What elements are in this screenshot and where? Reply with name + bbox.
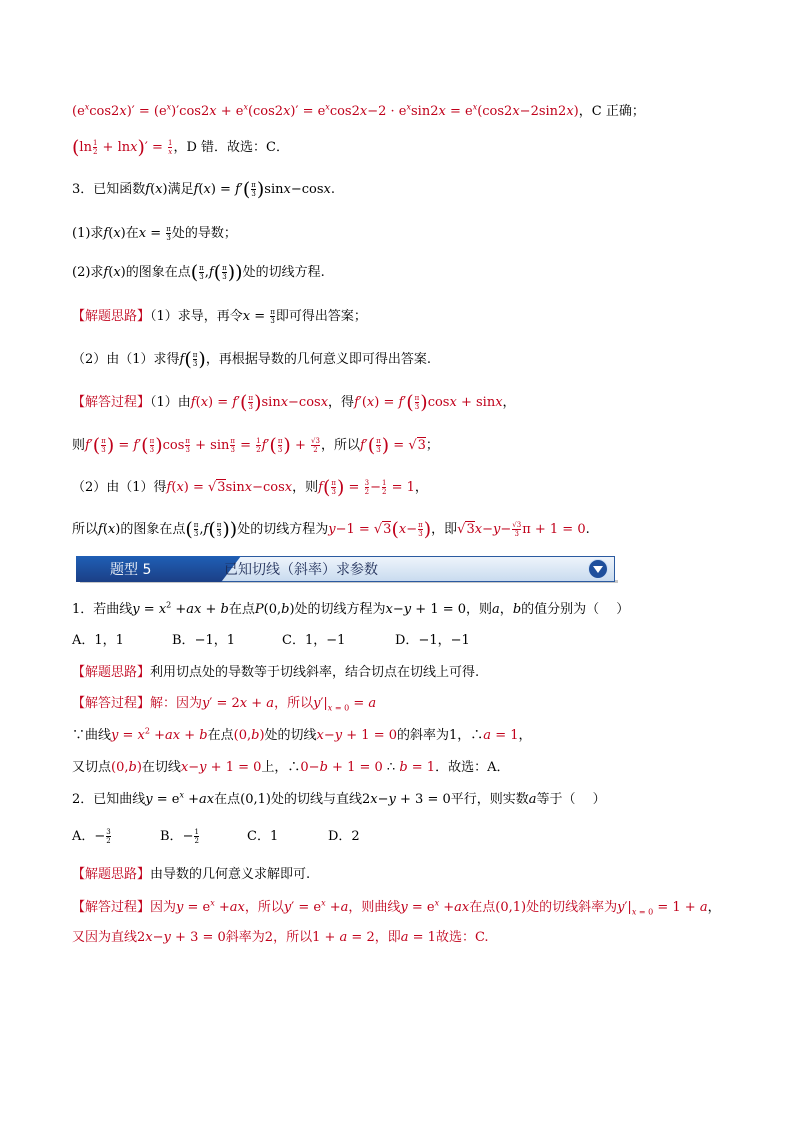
banner-type-label: 题型 5 <box>110 562 152 578</box>
question-3-stem: 3．已知函数f(x)满足f(x) = f′( $\frac{\pi}{3}$ )sinx−cosx. <box>72 178 335 201</box>
q3-solution-3: （2）由（1）得f(x) = √3sinx−cosx，则f( $\frac{\pi}{3}$ ) = $\frac{3}{2}$ − $\frac{1}{2}$ = 1， <box>72 476 428 499</box>
question-3-part1: (1)求f(x)在x = $\frac{\pi}{3}$ 处的导数； <box>72 225 237 242</box>
p1-option-a[interactable]: A．1，1 <box>72 633 124 648</box>
section-banner <box>76 556 614 582</box>
p2-think: 【解题思路】由导数的几何意义求解即可. <box>72 867 311 882</box>
p1-solution-2: ∵曲线$y = x^2 +ax + b$在点(0,b)处的切线x−y + 1 = 0的斜率为1，∴a = 1， <box>72 726 532 743</box>
p1-option-d[interactable]: D．−1，−1 <box>395 633 470 648</box>
p2-option-a[interactable]: A．− $\frac{3}{2}$ <box>72 828 111 845</box>
line-product-rule: $(e^x\cos 2x)' = (e^x)'\cos 2x + e^x(\cos 2x)' = e^x\cos 2x-2 \cdot e^x\sin 2x = e^x(\cos 2x-2\sin 2x)$，C 正确； <box>72 102 645 119</box>
p1-solution-3: 又切点(0,b)在切线x−y + 1 = 0上，∴0−b + 1 = 0 ∴ b = 1．故选：A． <box>72 760 510 775</box>
p1-stem: 1．若曲线$y = x^2 +ax + b$在点P(0,b)处的切线方程为x−y + 1 = 0，则a，b的值分别为（ ） <box>72 600 630 617</box>
banner-type-tab <box>76 556 241 582</box>
line-ln-derivative: (ln $\frac{1}{2}$ + lnx)′ = $\frac{1}{x}$ ，D 错．故选：C． <box>72 136 289 159</box>
p2-option-c[interactable]: C．1 <box>247 829 279 844</box>
p1-option-c[interactable]: C．1，−1 <box>282 633 346 648</box>
q3-think-1: 【解题思路】（1）求导，再令x = $\frac{\pi}{3}$ 即可得出答案； <box>72 308 367 325</box>
question-3-part2: (2)求f(x)的图象在点( $\frac{\pi}{3}$ ,f( $\frac{\pi}{3}$ ))处的切线方程. <box>72 261 325 284</box>
p2-stem: 2．已知曲线$y = e^x +ax$在点(0,1)处的切线与直线2x−y + 3 = 0平行，则实数a等于（ ） <box>72 790 606 807</box>
p1-option-b[interactable]: B．−1，1 <box>172 633 235 648</box>
p2-options <box>72 827 360 847</box>
q3-solution-4: 所以f(x)的图象在点( $\frac{\pi}{3}$ ,f( $\frac{\pi}{3}$ ))处的切线方程为y−1 = √3(x− $\frac{\pi}{3}$ )，即√3x−y− $\frac{√3}{3}$ π + 1 = 0. <box>72 518 590 541</box>
q3-solution-1: 【解答过程】（1）由f(x) = f′( $\frac{\pi}{3}$ )sinx−cosx，得f′(x) = f′( $\frac{\pi}{3}$ )cosx + sinx， <box>72 391 516 414</box>
p1-options <box>72 631 470 651</box>
q3-solution-2: 则f′( $\frac{\pi}{3}$ ) = f′( $\frac{\pi}{3}$ )cos $\frac{\pi}{3}$ + sin $\frac{\pi}{3}$ = $\frac{1}{2}$ f′( $\frac{\pi}{3}$ ) + $\frac{√3}{2}$ ，所以f′( $\frac{\pi}{3}$ ) = √3； <box>72 434 439 457</box>
banner-title: 已知切线（斜率）求参数 <box>224 562 378 578</box>
p1-think: 【解题思路】利用切点处的导数等于切线斜率，结合切点在切线上可得. <box>72 665 480 680</box>
p2-solution-2: 又因为直线2x−y + 3 = 0斜率为2，所以1 + a = 2，即a = 1故选：C. <box>72 930 489 945</box>
q3-think-2: （2）由（1）求得f( $\frac{\pi}{3}$ )，再根据导数的几何意义即可得出答案. <box>72 348 431 371</box>
p2-solution-1: 【解答过程】因为$y = e^x +ax$，所以$y' = e^x +a$，则曲线$y = e^x +ax$在点(0,1)处的切线斜率为$y'|_{x = 0} = 1 + a$， <box>72 898 721 917</box>
p2-option-b[interactable]: B．− $\frac{1}{2}$ <box>160 828 199 845</box>
chevron-down-icon[interactable] <box>588 559 608 579</box>
p2-option-d[interactable]: D．2 <box>328 829 360 844</box>
p1-solution-1: 【解答过程】解：因为y′ = 2x + a，所以$y'|_{x = 0} = a$ <box>72 696 377 713</box>
